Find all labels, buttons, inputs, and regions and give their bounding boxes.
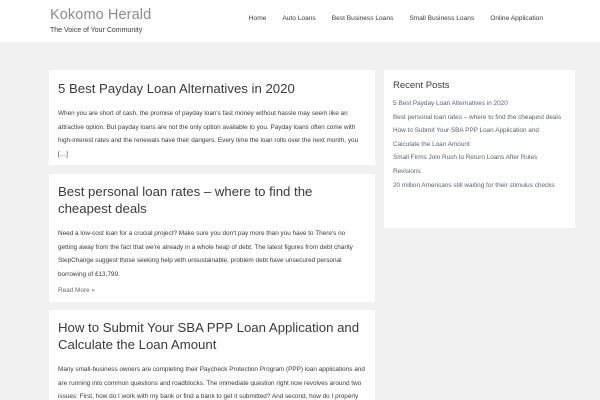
recent-post-link[interactable]: 5 Best Payday Loan Alternatives in 2020 bbox=[393, 100, 508, 107]
nav-item-small-business-loans[interactable]: Small Business Loans bbox=[409, 15, 475, 22]
nav-item-auto-loans[interactable]: Auto Loans bbox=[282, 15, 316, 22]
list-item bbox=[393, 124, 566, 151]
post-excerpt: Many small-business owners are completing their Paycheck Protection Program (PPP) loan applications and are running into common questions and roadblocks. The immediate question right now revolves around two issues: First, how do I work with my bank or find a bank to get it submitted? And second, how do I properly bbox=[58, 366, 365, 400]
list-item bbox=[393, 151, 566, 178]
post-title[interactable]: 5 Best Payday Loan Alternatives in 2020 bbox=[58, 81, 295, 96]
recent-posts-widget bbox=[384, 70, 575, 228]
read-more-link[interactable]: Read More » bbox=[58, 287, 95, 295]
recent-post-link[interactable]: 20 million Americans still waiting for their stimulus checks bbox=[393, 181, 555, 189]
post-title[interactable]: How to Submit Your SBA PPP Loan Application and Calculate the Loan Amount bbox=[58, 320, 360, 352]
widget-title: Recent Posts bbox=[393, 80, 450, 91]
site-title[interactable]: Kokomo Herald bbox=[50, 7, 152, 23]
nav-item-home[interactable]: Home bbox=[248, 15, 267, 22]
site-header bbox=[0, 0, 600, 42]
list-item bbox=[393, 97, 566, 111]
site-branding bbox=[50, 7, 151, 34]
post-title[interactable]: Best personal loan rates – where to find the cheapest deals bbox=[58, 184, 313, 216]
recent-post-link[interactable]: Small Firms Join Rush to Return Loans After Rules Revisions bbox=[393, 154, 538, 175]
recent-posts-list bbox=[393, 97, 566, 192]
post-excerpt: Need a low-cost loan for a crucial project? Make sure you don't pay more than you have to There's no getting away from the fact that we're already in a whole heap of debt. The latest figures from debt charity StepChange suggest those seeking help with unsustainable, problem debt have unsecured personal borrowing of £13,799. bbox=[58, 230, 353, 278]
site-tagline: The Voice of Your Community bbox=[50, 27, 143, 34]
recent-post-link[interactable]: How to Submit Your SBA PPP Loan Application and Calculate the Loan Amount bbox=[393, 127, 539, 148]
nav-item-online-application[interactable]: Online Application bbox=[490, 15, 543, 22]
list-item bbox=[393, 111, 566, 125]
recent-post-link[interactable]: Best personal loan rates – where to find the cheapest deals bbox=[393, 113, 562, 121]
nav-item-best-business-loans[interactable]: Best Business Loans bbox=[331, 15, 394, 22]
post-card bbox=[49, 174, 375, 302]
main-navigation bbox=[249, 15, 543, 22]
post-card bbox=[49, 310, 375, 400]
list-item bbox=[393, 179, 566, 193]
post-excerpt: When you are short of cash, the promise of payday loan's fast money without hassle may seem like an attractive option. But payday loans are not the only option available to you. Payday loans often come with high-interest rates and the renewals have their dangers. Every time the loan rolls over the next month, you […] bbox=[58, 110, 359, 158]
post-card bbox=[49, 70, 375, 165]
